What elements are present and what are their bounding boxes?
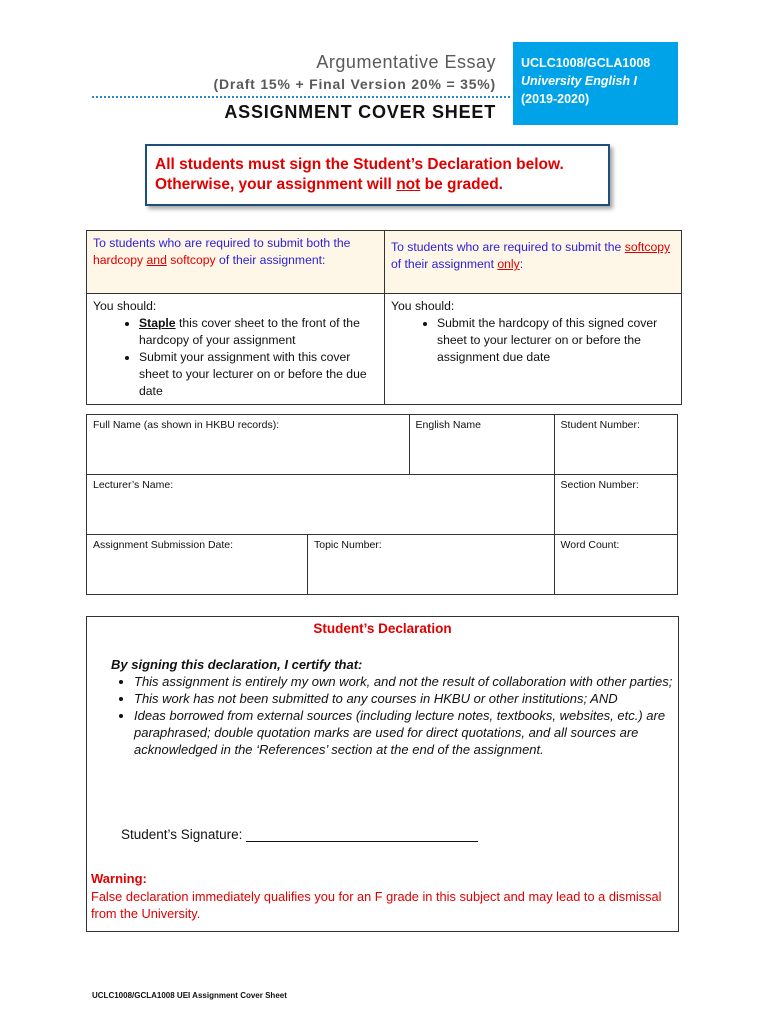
notice-text-end: be graded. bbox=[420, 176, 503, 193]
hardcopy-softcopy-heading bbox=[87, 231, 385, 294]
step-text: this cover sheet to the front of the hardcopy of your assignment bbox=[139, 316, 360, 347]
english-name-label: English Name bbox=[415, 419, 481, 431]
lecturer-name-field[interactable] bbox=[87, 475, 555, 535]
you-should-label: You should: bbox=[93, 299, 157, 313]
softcopy-only-heading bbox=[385, 231, 682, 294]
warning-title: Warning: bbox=[91, 871, 147, 886]
declaration-list bbox=[109, 673, 684, 758]
declaration-intro: By signing this declaration, I certify that: bbox=[111, 657, 363, 672]
declaration-title: Student’s Declaration bbox=[313, 621, 452, 636]
notice-emphasis: not bbox=[396, 176, 421, 193]
submission-date-label: Assignment Submission Date: bbox=[93, 539, 234, 551]
academic-year: (2019-2020) bbox=[521, 92, 590, 106]
softcopy-term: softcopy bbox=[624, 240, 671, 254]
softcopy-instructions bbox=[385, 294, 682, 405]
word-count-field[interactable] bbox=[554, 535, 677, 595]
declaration-item: • This work has not been submitted to any courses in HKBU or other institutions; AND bbox=[134, 690, 684, 707]
page-footer: UCLC1008/GCLA1008 UEI Assignment Cover Sheet bbox=[92, 991, 287, 1000]
hardcopy-instructions bbox=[87, 294, 385, 405]
signature-label: Student’s Signature: bbox=[121, 827, 243, 842]
softcopy-steps bbox=[391, 315, 675, 366]
heading-text-end: of their assignment: bbox=[215, 253, 326, 267]
cover-sheet-title: ASSIGNMENT COVER SHEET bbox=[224, 102, 496, 122]
student-details-table bbox=[86, 414, 678, 595]
warning-text: False declaration immediately qualifies you for an F grade in this subject and may lead to a dismissal from the University. bbox=[91, 889, 662, 921]
hardcopy-steps bbox=[93, 315, 378, 400]
step-staple bbox=[139, 315, 378, 349]
declaration-item: • This assignment is entirely my own work, and not the result of collaboration with other parties; bbox=[134, 673, 684, 690]
full-name-field[interactable] bbox=[87, 415, 410, 475]
heading-text: To students who are required to submit the bbox=[391, 240, 625, 254]
heading-text-mid: of their assignment bbox=[391, 257, 498, 271]
staple-term: Staple bbox=[139, 316, 176, 330]
submission-instructions-table bbox=[86, 230, 682, 405]
and-term: and bbox=[146, 253, 167, 267]
heading-text: To students who are required to submit both the bbox=[93, 236, 351, 250]
declaration-item: • Ideas borrowed from external sources (including lecture notes, textbooks, websites, etc.) are paraphrased; double quotation marks are used for direct quotations, and all sources are acknowledged in the ‘References’ section at the end of the assignment. bbox=[134, 707, 684, 758]
section-number-label: Section Number: bbox=[560, 479, 639, 491]
course-code: UCLC1008/GCLA1008 bbox=[521, 56, 651, 70]
student-declaration-box bbox=[86, 616, 679, 932]
softcopy-term: softcopy bbox=[170, 253, 216, 267]
topic-number-label: Topic Number: bbox=[314, 539, 382, 551]
step-submit-hardcopy: • Submit the hardcopy of this signed cover sheet to your lecturer on or before the assignment due date bbox=[437, 315, 675, 366]
hardcopy-term: hardcopy bbox=[93, 253, 144, 267]
notice-text: Otherwise, your assignment will bbox=[155, 176, 397, 193]
signature-notice bbox=[145, 144, 610, 206]
full-name-label: Full Name (as shown in HKBU records): bbox=[93, 419, 280, 431]
notice-line-1: All students must sign the Student’s Declaration below. bbox=[155, 156, 564, 173]
grade-weighting: (Draft 15% + Final Version 20% = 35%) bbox=[213, 76, 496, 92]
word-count-label: Word Count: bbox=[560, 539, 620, 551]
submission-date-field[interactable] bbox=[87, 535, 308, 595]
student-number-label: Student Number: bbox=[560, 419, 640, 431]
course-name: University English I bbox=[521, 74, 638, 88]
notice-line-2 bbox=[155, 175, 608, 195]
course-info-box bbox=[513, 42, 678, 125]
step-submit: • Submit your assignment with this cover sheet to your lecturer on or before the due date bbox=[139, 349, 378, 400]
topic-number-field[interactable] bbox=[308, 535, 555, 595]
english-name-field[interactable] bbox=[409, 415, 554, 475]
section-number-field[interactable] bbox=[554, 475, 677, 535]
heading-text-end: : bbox=[519, 257, 524, 271]
student-number-field[interactable] bbox=[554, 415, 677, 475]
you-should-label: You should: bbox=[391, 299, 455, 313]
essay-title: Argumentative Essay bbox=[316, 52, 496, 72]
lecturer-name-label: Lecturer’s Name: bbox=[93, 479, 174, 491]
only-term: only bbox=[497, 257, 520, 271]
signature-line[interactable] bbox=[246, 827, 478, 842]
dotted-divider bbox=[92, 96, 510, 98]
signature-row bbox=[121, 827, 478, 842]
